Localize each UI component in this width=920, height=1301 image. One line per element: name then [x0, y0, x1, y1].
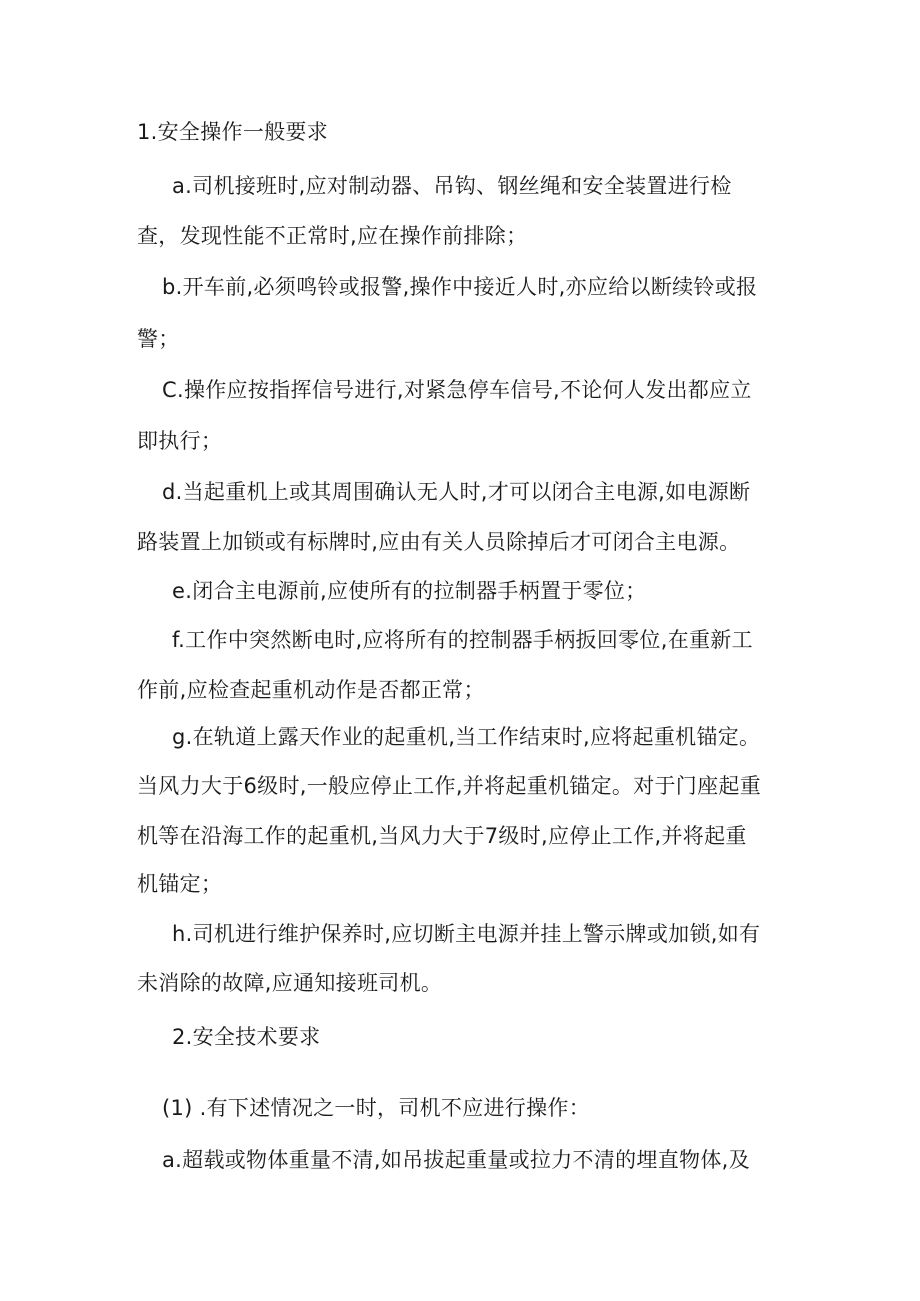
paragraph-line: g.在轨道上露天作业的起重机,当工作结束时,应将起重机锚定。	[172, 725, 761, 749]
paragraph-line: 作前,应检查起重机动作是否都正常；	[137, 678, 485, 702]
paragraph-line: C.操作应按指挥信号进行,对紧急停车信号,不论何人发出都应立	[162, 378, 752, 402]
paragraph-line: 路装置上加锁或有标牌时,应由有关人员除掉后才可闭合主电源。	[137, 530, 741, 554]
paragraph-line: 机等在沿海工作的起重机,当风力大于7级时,应停止工作,并将起重	[137, 824, 747, 848]
paragraph-line: f.工作中突然断电时,应将所有的控制器手柄扳回零位,在重新工	[172, 628, 753, 652]
paragraph-line: 警；	[137, 327, 180, 351]
paragraph-line: 未消除的故障,应通知接班司机。	[137, 971, 443, 995]
paragraph-line: 即执行；	[137, 429, 223, 453]
paragraph-line: d.当起重机上或其周围确认无人时,才可以闭合主电源,如电源断	[162, 480, 751, 504]
paragraph-line: 查，发现性能不正常时,应在操作前排除；	[137, 224, 528, 248]
section-heading: 1.安全操作一般要求	[137, 120, 329, 144]
paragraph-line: b.开车前,必须鸣铃或报警,操作中接近人时,亦应给以断续铃或报	[162, 275, 758, 299]
paragraph-line: a.超载或物体重量不清,如吊拔起重量或拉力不清的埋直物体,及	[162, 1148, 750, 1172]
paragraph-line: a.司机接班时,应对制动器、吊钩、钢丝绳和安全装置进行检	[172, 174, 732, 198]
paragraph-line: h.司机进行维护保养时,应切断主电源并挂上警示牌或加锁,如有	[172, 922, 761, 946]
paragraph-line: 当风力大于6级时,一般应停止工作,并将起重机锚定。对于门座起重	[137, 774, 762, 798]
subsection-heading: (1) .有下述情况之一时，司机不应进行操作：	[162, 1096, 590, 1120]
paragraph-line: 机锚定；	[137, 872, 223, 896]
section-heading: 2.安全技术要求	[172, 1025, 321, 1049]
paragraph-line: e.闭合主电源前,应使所有的拉制器手柄置于零位；	[172, 579, 647, 603]
